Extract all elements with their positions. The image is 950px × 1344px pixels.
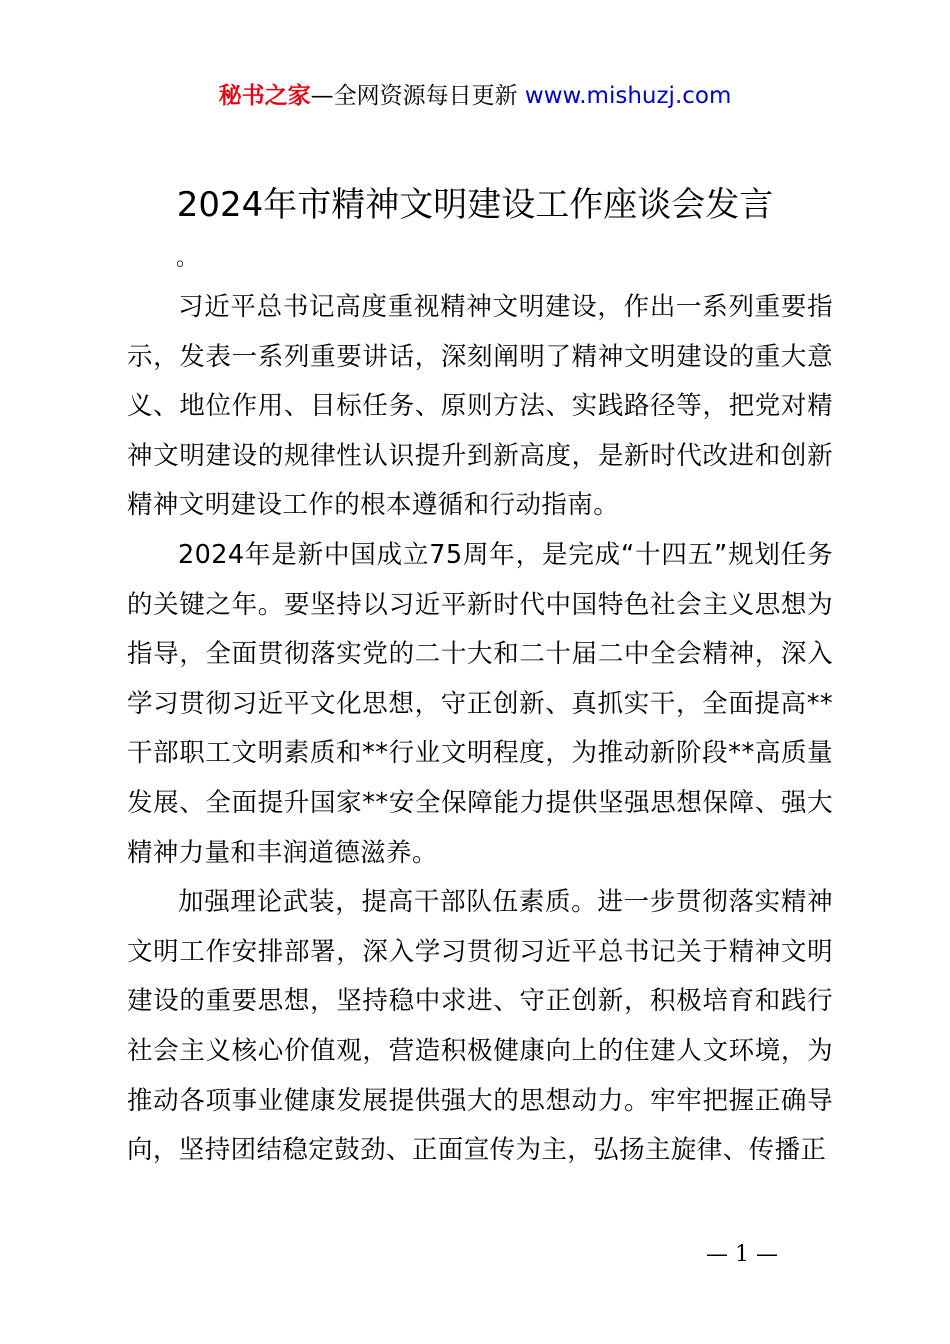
- brand-name: 秘书之家: [218, 83, 311, 109]
- site-url-link[interactable]: www.mishuzj.com: [524, 83, 732, 109]
- document-title: 2024年市精神文明建设工作座谈会发言: [176, 185, 774, 225]
- header-tagline: —全网资源每日更新: [310, 83, 518, 109]
- paragraph: 2024年是新中国成立75周年，是完成“十四五”规划任务的关键之年。要坚持以习近平新时代中国特色社会主义思想为指导，全面贯彻落实党的二十大和二十届二中全会精神，深入学习贯彻习近平文化思想，守正创新、真抓实干，全面提高**干部职工文明素质和**行业文明程度，为推动新阶段**高质量发展、全面提升国家**安全保障能力提供坚强思想保障、强大精神力量和丰润道德滋养。: [127, 539, 833, 868]
- paragraph: 习近平总书记高度重视精神文明建设，作出一系列重要指示，发表一系列重要讲话，深刻阐明了精神文明建设的重大意义、地位作用、目标任务、原则方法、实践路径等，把党对精神文明建设的规律性认识提升到新高度，是新时代改进和创新精神文明建设工作的根本遵循和行动指南。: [127, 292, 833, 521]
- site-header: [0, 80, 950, 112]
- stray-punctuation: 。: [176, 246, 199, 271]
- document-body: [127, 283, 833, 1176]
- paragraph: 加强理论武装，提高干部队伍素质。进一步贯彻落实精神文明工作安排部署，深入学习贯彻习近平总书记关于精神文明建设的重要思想，坚持稳中求进、守正创新，积极培育和践行社会主义核心价值观，营造积极健康向上的住建人文环境，为推动各项事业健康发展提供强大的思想动力。牢牢把握正确导向，坚持团结稳定鼓劲、正面宣传为主，弘扬主旋律、传播正: [127, 887, 833, 1166]
- page-number: — 1 —: [706, 1242, 778, 1267]
